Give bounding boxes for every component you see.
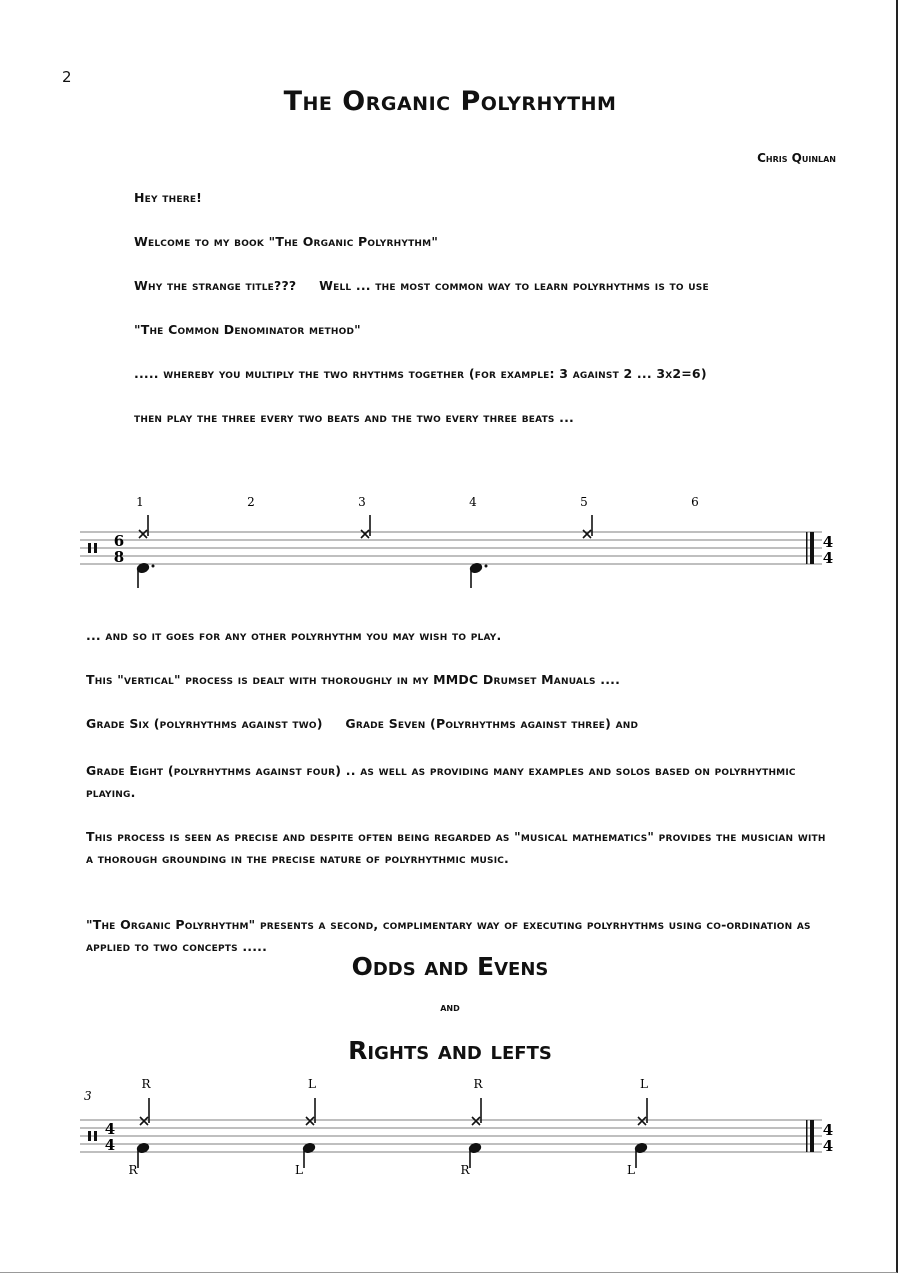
intro-line: then play the three every two beats and the two every three beats ... [134, 410, 574, 425]
count-label: 1 [136, 495, 144, 509]
notation-example-1 [0, 490, 900, 600]
upper-note [306, 1098, 315, 1125]
sticking-bottom: L [295, 1163, 303, 1177]
sticking-bottom: L [627, 1163, 635, 1177]
upper-note [638, 1098, 647, 1125]
sticking-top: R [473, 1077, 483, 1091]
lower-note [136, 562, 154, 588]
page-title: The Organic Polyrhythm [283, 86, 617, 117]
time-signature-numerator: 4 [104, 1120, 116, 1138]
intro-line: ..... whereby you multiply the two rhythms together (for example: 3 against 2 ... 3x2=6) [134, 366, 707, 381]
upper-note [583, 515, 592, 538]
staff-lines [80, 532, 822, 564]
heading-odds-and-evens: Odds and Evens [351, 952, 549, 981]
lower-note [634, 1142, 647, 1168]
and-label: and [440, 1000, 460, 1014]
lower-note [469, 562, 487, 588]
count-label: 2 [247, 495, 255, 509]
lower-note [136, 1142, 149, 1168]
intro-line: Welcome to my book "The Organic Polyrhythm" [134, 234, 439, 249]
final-barline [806, 1120, 814, 1152]
upper-note [361, 515, 370, 538]
time-signature-denominator: 4 [104, 1136, 116, 1154]
sticking-top: R [141, 1077, 151, 1091]
upper-note [140, 1098, 149, 1125]
time-signature-denominator: 8 [113, 548, 125, 566]
paragraph: This "vertical" process is dealt with thoroughly in my MMDC Drumset Manuals .... [86, 672, 621, 687]
staff-lines [80, 1120, 822, 1152]
upper-note [139, 515, 148, 538]
paragraph: This process is seen as precise and despite often being regarded as "musical mathematics" provides the musician with a thorough grounding in the precise nature of polyrhythmic music. [86, 829, 826, 866]
sticking-top: L [308, 1077, 316, 1091]
end-time-signature-denominator: 4 [822, 549, 834, 567]
paragraph: Grade Eight (polyrhythms against four) .. as well as providing many examples and solos based on polyrhythmic playing. [86, 763, 796, 800]
count-label: 3 [358, 495, 366, 509]
intro-line: Hey there! [134, 190, 203, 205]
time-signature-numerator: 6 [113, 532, 125, 550]
page-number: 2 [62, 68, 72, 86]
intro-line: "The Common Denominator method" [134, 322, 361, 337]
notation-example-2 [0, 1074, 900, 1184]
paragraph: "The Organic Polyrhythm" presents a second, complimentary way of executing polyrhythms using co-ordination as applied to two concepts ..... [86, 917, 811, 954]
heading-rights-and-lefts: Rights and lefts [348, 1036, 552, 1065]
end-time-signature-denominator: 4 [822, 1137, 834, 1155]
intro-line: Why the strange title??? Well ... the most common way to learn polyrhythms is to use [134, 278, 709, 293]
lower-note [302, 1142, 315, 1168]
paragraph: Grade Six (polyrhythms against two) Grade Seven (Polyrhythms against three) and [86, 716, 639, 731]
end-time-signature-numerator: 4 [822, 533, 834, 551]
author-name: Chris Quinlan [757, 151, 836, 165]
paragraph: ... and so it goes for any other polyrhythm you may wish to play. [86, 628, 502, 643]
sticking-top: L [640, 1077, 648, 1091]
lower-note [468, 1142, 481, 1168]
upper-note [472, 1098, 481, 1125]
sticking-bottom: R [460, 1163, 470, 1177]
measure-number: 3 [84, 1089, 92, 1103]
final-barline [806, 532, 814, 564]
sticking-bottom: R [128, 1163, 138, 1177]
count-label: 5 [580, 495, 588, 509]
count-label: 6 [691, 495, 699, 509]
count-label: 4 [469, 495, 477, 509]
end-time-signature-numerator: 4 [822, 1121, 834, 1139]
